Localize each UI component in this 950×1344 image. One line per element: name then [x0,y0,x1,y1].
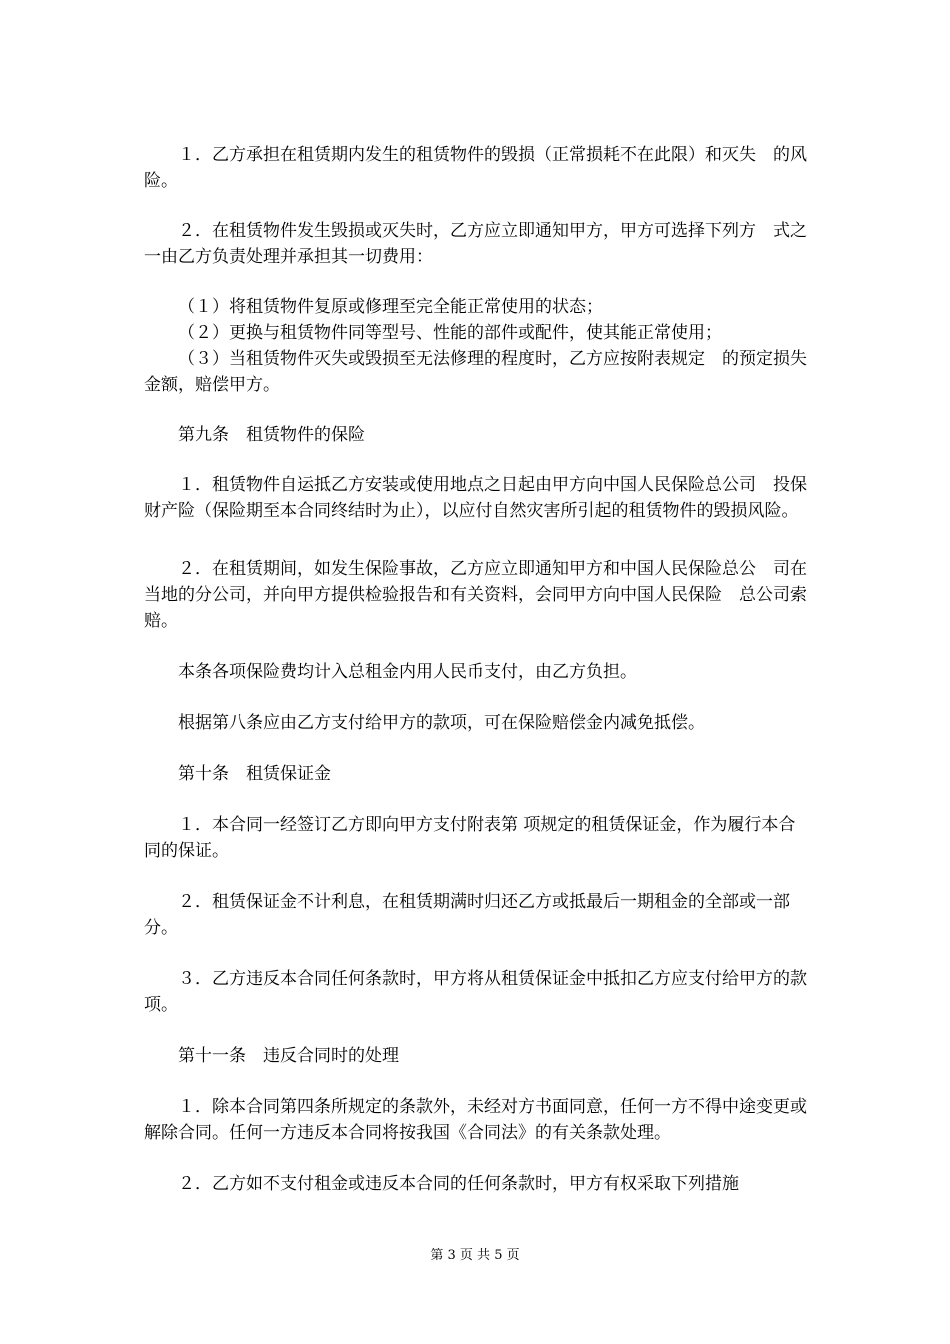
paragraph-11-2: ２．乙方如不支付租金或违反本合同的任何条款时，甲方有权采取下列措施 [178,1174,739,1194]
heading-article-10: 第十条 租赁保证金 [178,764,331,784]
paragraph-10-1: １．本合同一经签订乙方即向甲方支付附表第 项规定的租赁保证金，作为履行本合同的保证。 [144,815,796,861]
paragraph-10-3: ３．乙方违反本合同任何条款时，甲方将从租赁保证金中抵扣乙方应支付给甲方的款项。 [144,969,807,1015]
paragraph-8-1: １．乙方承担在租赁期内发生的租赁物件的毁损（正常损耗不在此限）和灭失 的风险。 [144,145,807,191]
paragraph-8-2-option-3: （３）当租赁物件灭失或毁损至无法修理的程度时，乙方应按附表规定 的预定损失金额，赔偿甲方。 [144,349,807,395]
paragraph-9-3: 本条各项保险费均计入总租金内用人民币支付，由乙方负担。 [178,662,637,682]
paragraph-8-2: ２．在租赁物件发生毁损或灭失时，乙方应立即通知甲方，甲方可选择下列方 式之一由乙方负责处理并承担其一切费用： [144,221,807,267]
heading-article-9: 第九条 租赁物件的保险 [178,425,365,445]
paragraph-10-2: ２．租赁保证金不计利息，在租赁期满时归还乙方或抵最后一期租金的全部或一部分。 [144,892,790,938]
paragraph-9-1: １．租赁物件自运抵乙方安装或使用地点之日起由甲方向中国人民保险总公司 投保财产险（保险期至本合同终结时为止），以应付自然灾害所引起的租赁物件的毁损风险。 [144,475,807,521]
paragraph-9-4: 根据第八条应由乙方支付给甲方的款项，可在保险赔偿金内减免抵偿。 [178,713,705,733]
paragraph-8-2-option-1: （１）将租赁物件复原或修理至完全能正常使用的状态； [178,297,603,317]
heading-article-11: 第十一条 违反合同时的处理 [178,1046,399,1066]
document-body [144,142,808,1197]
paragraph-9-2: ２．在租赁期间，如发生保险事故，乙方应立即通知甲方和中国人民保险总公 司在当地的分公司，并向甲方提供检验报告和有关资料，会同甲方向中国人民保险 总公司索赔。 [144,559,807,631]
paragraph-11-1: １．除本合同第四条所规定的条款外，未经对方书面同意，任何一方不得中途变更或解除合同。任何一方违反本合同将按我国《合同法》的有关条款处理。 [144,1097,807,1143]
paragraph-8-2-option-2: （２）更换与租赁物件同等型号、性能的部件或配件，使其能正常使用； [178,323,722,343]
page-footer: 第 3 页 共 5 页 [430,1248,520,1263]
